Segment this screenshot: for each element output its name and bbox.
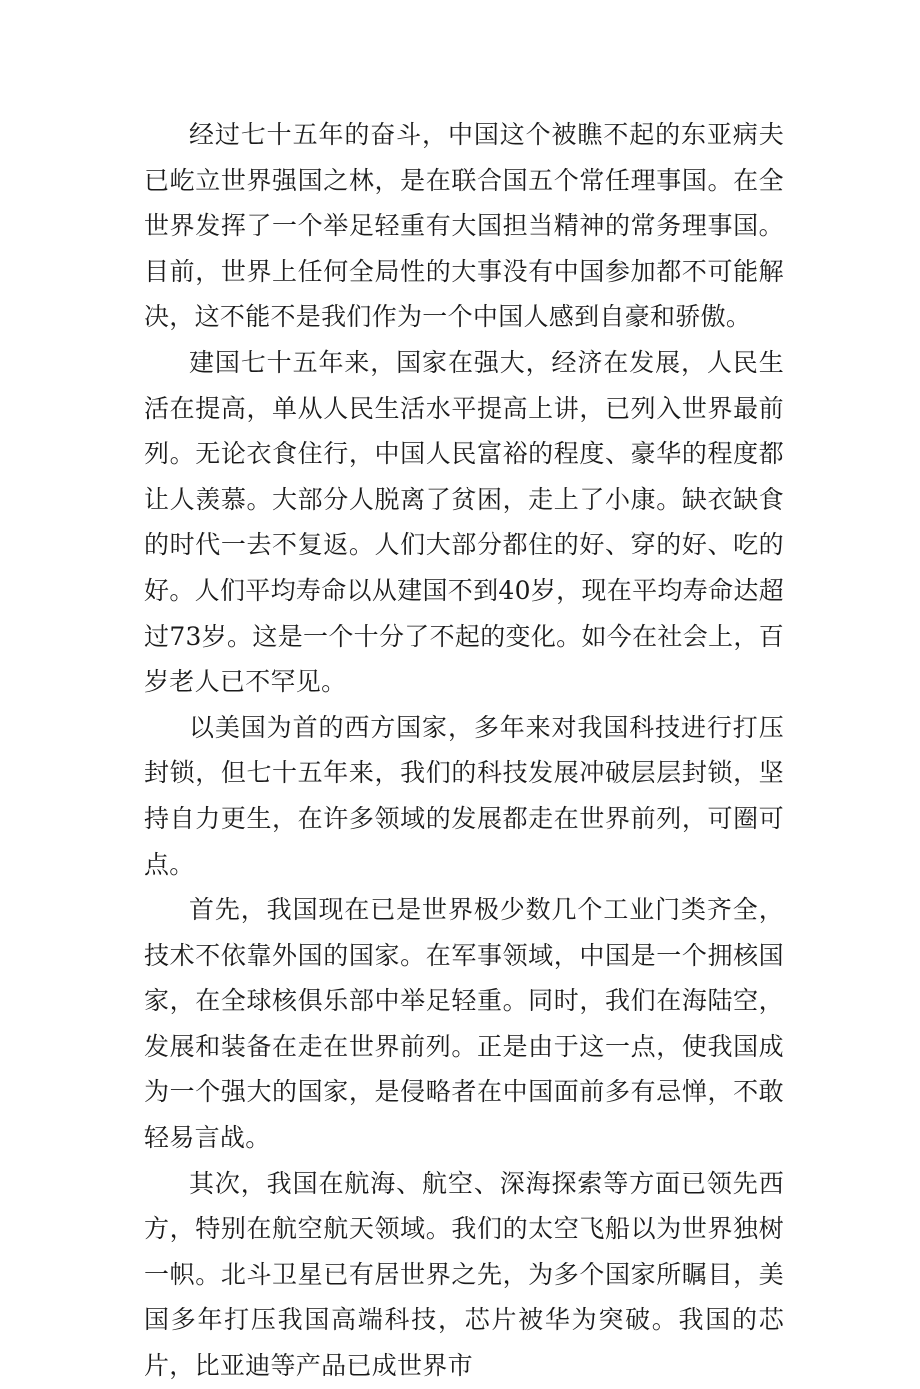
paragraph: 首先，我国现在已是世界极少数几个工业门类齐全，技术不依靠外国的国家。在军事领域，中国是一个拥核国家，在全球核俱乐部中举足轻重。同时，我们在海陆空，发展和装备在走在世界前列。正是由于这一点，使我国成为一个强大的国家，是侵略者在中国面前多有忌惮，不敢轻易言战。 bbox=[144, 895, 784, 1153]
paragraph: 其次，我国在航海、航空、深海探索等方面已领先西方，特别在航空航天领域。我们的太空飞船以为世界独树一帜。北斗卫星已有居世界之先，为多个国家所瞩目，美国多年打压我国高端科技，芯片被华为突破。我国的芯片，比亚迪等产品已成世界市 bbox=[144, 1168, 784, 1381]
paragraph: 经过七十五年的奋斗，中国这个被瞧不起的东亚病夫已屹立世界强国之林，是在联合国五个常任理事国。在全世界发挥了一个举足轻重有大国担当精神的常务理事国。目前，世界上任何全局性的大事没有中国参加都不可能解决，这不能不是我们作为一个中国人感到自豪和骄傲。 bbox=[144, 120, 784, 332]
paragraph: 建国七十五年来，国家在强大，经济在发展，人民生活在提高，单从人民生活水平提高上讲，已列入世界最前列。无论衣食住行，中国人民富裕的程度、豪华的程度都让人羡慕。大部分人脱离了贫困，走上了小康。缺衣缺食的时代一去不复返。人们大部分都住的好、穿的好、吃的好。人们平均寿命以从建国不到40岁，现在平均寿命达超过73岁。这是一个十分了不起的变化。如今在社会上，百岁老人已不罕见。 bbox=[144, 347, 784, 697]
paragraph: 以美国为首的西方国家，多年来对我国科技进行打压封锁，但七十五年来，我们的科技发展冲破层层封锁，坚持自力更生，在许多领域的发展都走在世界前列，可圈可点。 bbox=[144, 712, 784, 879]
document-body bbox=[144, 112, 784, 1389]
